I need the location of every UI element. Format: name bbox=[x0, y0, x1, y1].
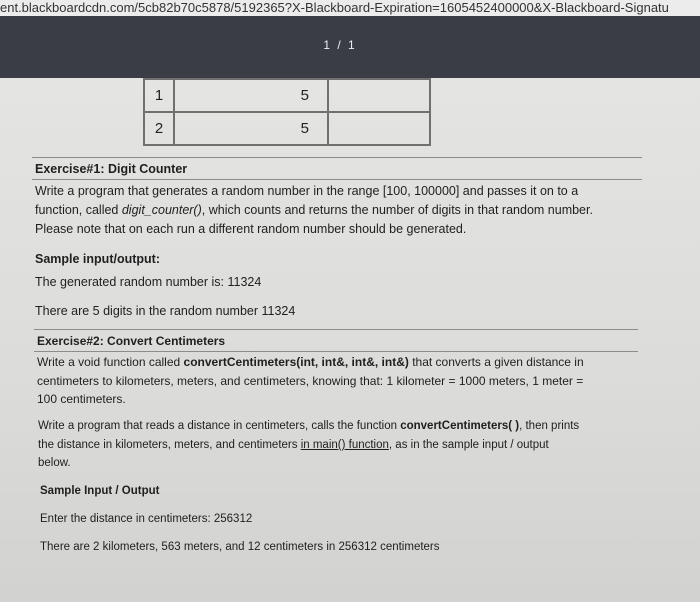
underlined-phrase: in main() function bbox=[300, 439, 389, 451]
table-row bbox=[144, 112, 430, 145]
exercise1-line: Please note that on each run a different random number should be generated. bbox=[35, 222, 467, 236]
divider bbox=[34, 351, 638, 352]
sample-output-line: Enter the distance in centimeters: 256312 bbox=[40, 513, 253, 525]
digit-count-table bbox=[143, 78, 431, 146]
function-name: convertCentimeters( ) bbox=[400, 420, 520, 432]
divider bbox=[32, 179, 642, 180]
function-signature: convertCentimeters(int, int&, int&, int&) bbox=[183, 355, 409, 369]
address-bar[interactable] bbox=[0, 0, 700, 16]
sample-output-line: The generated random number is: 11324 bbox=[35, 275, 262, 289]
exercise2-title: Exercise#2: Convert Centimeters bbox=[37, 334, 226, 348]
table-cell-empty bbox=[328, 112, 430, 145]
sample-io-title: Sample input/output: bbox=[35, 252, 160, 266]
table-cell-digits: 5 bbox=[174, 112, 328, 145]
exercise2-line: centimeters to kilometers, meters, and centimeters, knowing that: 1 kilometer = 1000 meters, 1 meter = bbox=[37, 374, 584, 388]
divider bbox=[34, 329, 638, 330]
divider bbox=[32, 157, 642, 158]
table-row bbox=[144, 79, 430, 112]
sample-output-line: There are 5 digits in the random number 11324 bbox=[35, 304, 296, 318]
table-cell-number: 1 bbox=[144, 79, 174, 112]
exercise2-line: Write a program that reads a distance in centimeters, calls the function convertCentimeters( ), then prints bbox=[38, 420, 580, 432]
document-page bbox=[0, 78, 700, 602]
function-name: digit_counter() bbox=[121, 203, 202, 217]
sample-output-line: There are 2 kilometers, 563 meters, and 12 centimeters in 256312 centimeters bbox=[40, 541, 440, 553]
table-cell-digits: 5 bbox=[174, 79, 328, 112]
exercise1-title: Exercise#1: Digit Counter bbox=[35, 162, 188, 176]
exercise2-line: 100 centimeters. bbox=[37, 392, 126, 406]
exercise1-line: function, called digit_counter(), which counts and returns the number of digits in that random number. bbox=[35, 203, 593, 217]
exercise1-line: Write a program that generates a random number in the range [100, 100000] and passes it on to a bbox=[35, 184, 579, 198]
exercise2-line: below. bbox=[38, 457, 71, 469]
url-text: ent.blackboardcdn.com/5cb82b70c5878/5192365?X-Blackboard-Expiration=1605452400000&X-Blackboard-Signatu bbox=[0, 0, 669, 15]
table-cell-empty bbox=[328, 79, 430, 112]
sample-io-title: Sample Input / Output bbox=[40, 485, 160, 497]
exercise2-line: the distance in kilometers, meters, and centimeters in main() function, as in the sample input / output bbox=[38, 439, 549, 451]
page-counter: 1 / 1 bbox=[323, 38, 357, 52]
pdf-viewer-toolbar bbox=[0, 16, 700, 78]
exercise2-line: Write a void function called convertCentimeters(int, int&, int&, int&) that converts a given distance in bbox=[37, 355, 584, 369]
table-cell-number: 2 bbox=[144, 112, 174, 145]
